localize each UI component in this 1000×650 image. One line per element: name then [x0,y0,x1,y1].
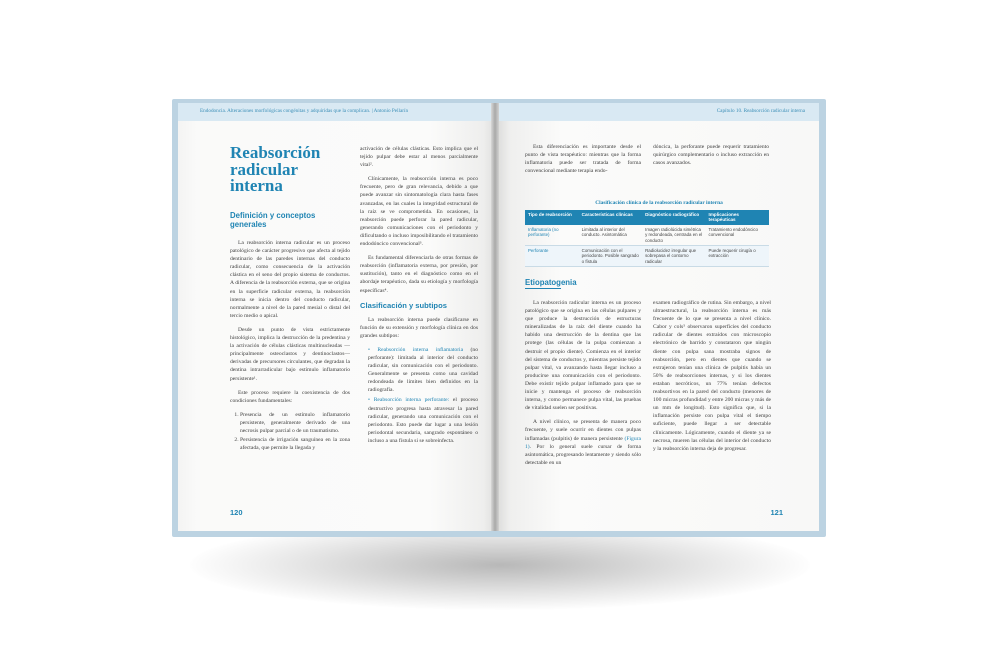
column-header: Tipo de reabsorción [525,210,579,225]
left-column-1 [230,239,350,453]
open-book [172,99,826,537]
subtypes-list [360,346,478,445]
table-cell: Imagen radiolúcida simétrica y redondeada, centrada en el conducto [642,225,705,246]
page-number-right: 121 [770,508,783,517]
list-item [368,396,478,445]
paragraph: Clínicamente, la reabsorción interna es poco frecuente, pero de gran relevancia, debido a que puede avanzar sin sintomatología clara hasta fases avanzadas, en las cuales la integridad estructural de la raíz se ve comprometida. En ocasiones, la reabsorción puede perforar la pared radicular, generando comunicaciones con el periodonto y dificultando o incluso imposibilitando el tratamiento endodóncico convencional³. [360,176,478,248]
column-header: Diagnóstico radiográfico [642,210,705,225]
section-title-definition: Definición y conceptos generales [230,211,316,229]
paragraph: La reabsorción radicular interna es un proceso patológico que se origina en las células pulpares y que produce la destrucción de estructuras mineralizadas de la raíz del diente cuando ha habido una destrucción de la dentina que las protege (las células de la pulpa comienzan a destruir el propio diente). Comienza en el interior del sistema de conductos y, mientras persiste tejido pulpar vital, va avanzando hasta llegar incluso a producirse una comunicación con el periodonto. Debe existir tejido pulpar inflamado para que se inicie y mantenga el proceso de reabsorción interna, y como permanece pulpa vital, las pruebas de vitalidad suelen ser positivas. [525,300,641,412]
table-row [525,225,769,246]
column-header: Características clínicas [579,210,642,225]
right-column-2 [653,299,771,459]
paragraph: examen radiográfico de rutina. Sin embargo, a nivel ultraestructural, la reabsorción interna es más frecuente de lo que se presenta a nivel clínico. Cabor y cols⁵ observaron superficies del conducto radicular de dientes extraídos con microscopio electrónico de barrido y constataron que ningún diente con pulpa sana mostraba signos de reabsorción, pero en dientes que cuando se extrajeron tenían una clínica de pulpitis había un 50% de reabsorciones internas, y si los dientes estaban necróticos, un 77% tenían defectos reabsortivos en la pared del conducto (menores de 100 micras profundidad y entre 200 micras y más de un mm de longitud). Esto significa que, si la inflamación persiste con pulpa vital el tiempo suficiente, puede llegar a ser detectable clínicamente. Lógicamente, cuando el diente ya se necrosa, mueren las células del interior del conducto y la reabsorción interna deja de progresar. [653,300,771,452]
bullet-text: (no perforante): limitada al interior del conducto radicular, sin comunicación con el periodonto. Generalmente se presenta como una cavidad redondeada de límites bien definidos en la radiografía. [368,346,478,394]
table-cell: Tratamiento endodóncico convencional [706,225,769,246]
section-title-classification: Clasificación y subtipos [360,300,447,310]
column-header: Implicaciones terapéuticas [706,210,769,225]
table-cell: Radiolucidez irregular que sobrepasa el contorno radicular [642,246,705,267]
paragraph: Esta diferenciación es importante desde el punto de vista terapéutico: mientras que la forma inflamatoria puede ser tratada de forma convencional mediante terapia endo- [525,144,641,175]
right-column-1 [525,299,641,473]
section-title-etiopathogenesis: Etiopatogenia [525,278,577,287]
classification-table [525,210,769,267]
table-cell: Puede requerir cirugía o extracción [706,246,769,267]
table-cell: Perforante [525,246,579,267]
list-item: 1. Presencia de un estímulo inflamatorio persistente, generalmente derivado de una necrosis pulpar parcial o de un traumatismo. [240,411,350,435]
paragraph: La reabsorción interna puede clasificarse en función de su extensión y morfología clínica en dos grandes subtipos: [360,316,478,339]
table-cell: Limitada al interior del conducto. Asintomática [579,225,642,246]
left-header-strip [178,103,493,121]
paragraph-text: . Por lo general suele cursar de forma asintomática, progresando lentamente y siendo sólo detectable en un [525,443,641,466]
paragraph-text: A nivel clínico, se presenta de manera poco frecuente, y suele ocurrir en dientes con pulpas inflamadas (pulpitis) de manera persistente [525,419,641,442]
right-top-column-1 [525,143,641,181]
paragraph: Es fundamental diferenciarla de otras formas de reabsorción (inflamatoria externa, por presión, por sustitución), tanto en el diagnóstico como en el abordaje terapéutico, dada su etiología y morfología específicas⁴. [360,255,478,294]
table-title: Clasificación clínica de la reabsorción radicular interna [595,200,723,206]
right-header-strip [497,103,819,121]
paragraph: La reabsorción interna radicular es un proceso patológico de carácter progresivo que afecta al tejido dentinario de las paredes internas del conducto radicular, como consecuencia de la activación clástica en el seno del propio sistema de conductos. A diferencia de la reabsorción externa, que se origina en la superficie radicular externa, la reabsorción interna se inicia dentro del conducto radicular, normalmente a nivel de la pared mesial o distal del tercio medio o apical. [230,240,350,319]
paragraph: Este proceso requiere la coexistencia de dos condiciones fundamentales: [230,389,350,404]
paragraph: Desde un punto de vista estrictamente histológico, implica la destrucción de la predentina y la activación de células clásticas multinucleadas —principalmente osteoclastos y dentinoclastos— derivadas de precursores circulantes, que degradan la dentina intrarradicular bajo estímulo inflamatorio persistente¹. [230,326,350,382]
paragraph: dóncica, la perforante puede requerir tratamiento quirúrgico complementario o incluso extracción en casos avanzados. [653,144,769,167]
page-number-left: 120 [230,508,243,517]
table-row [525,246,769,267]
bullet-text: el proceso destructivo progresa hasta atravesar la pared radicular, generando una comunicación con el periodonto. Esto puede dar lugar a una lesión periodontal secundaria, sangrado espontáneo o incluso a una fístula si se sobreinfecta. [368,397,478,444]
list-item [368,346,478,395]
table-cell: Inflamatoria (no perforante) [525,225,579,246]
right-top-column-2 [653,143,769,173]
bullet-label: Reabsorción interna inflamatoria [377,346,464,353]
right-running-header: Capítulo 10. Reabsorción radicular interna [716,108,805,114]
chapter-title: Reabsorción radicular interna [230,143,321,195]
paragraph: activación de células clásticas. Esto implica que el tejido pulpar debe estar al menos parcialmente vital². [360,146,478,169]
right-page [497,103,819,531]
book-gutter [491,103,499,531]
section-underline [525,288,561,289]
left-running-header: Endodoncia. Alteraciones morfológicas congénitas y adquiridas que la complican. | Antonio Pellarín [200,108,409,114]
left-column-2 [360,145,478,449]
bullet-icon: • [368,346,370,353]
paragraph [525,418,641,467]
bullet-label: Reabsorción interna perforante: [373,397,450,404]
figure-reference-link[interactable]: (Figura 1) [525,435,641,450]
left-page [178,103,493,531]
table-header-row [525,210,769,225]
conditions-list [230,411,350,452]
list-item: 2. Persistencia de irrigación sanguínea en la zona afectada, que permite la llegada y [240,436,350,452]
bullet-icon: • [368,397,370,404]
table-cell: Comunicación con el periodonto. Posible sangrado o fístula [579,246,642,267]
